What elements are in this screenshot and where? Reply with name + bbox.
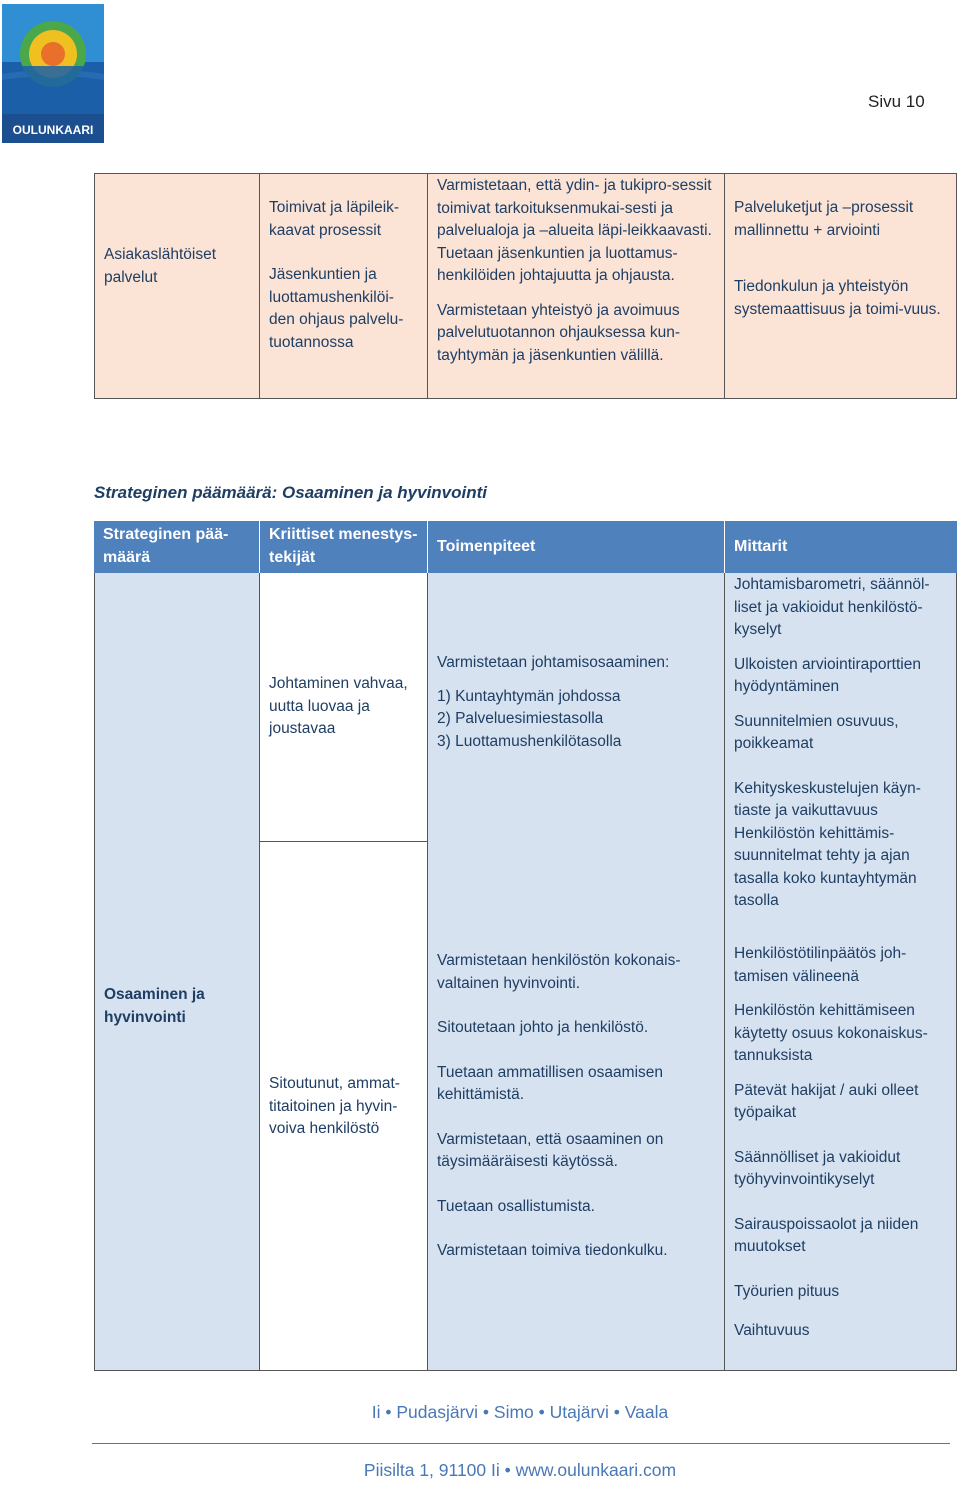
t2-metric-1-item: Johtamisbarometri, säännöl-liset ja vakioidut henkilöstö-kyselyt — [734, 576, 930, 638]
t2-action-1-item: 2) Palveluesimiestasolla — [437, 710, 604, 727]
logo-text: OULUNKAARI — [12, 123, 94, 137]
t2-factor-2: Sitoutunut, ammat-titaitoinen ja hyvin-voiva henkilöstö — [269, 1075, 400, 1137]
footer-address: Piisilta 1, 91100 Ii • www.oulunkaari.com — [363, 1460, 677, 1480]
t2-actions-1-cell — [427, 573, 724, 933]
t2-metric-1-item: Kehityskeskustelujen käyn-tiaste ja vaikuttavuus — [734, 779, 921, 819]
footer-municipalities: Ii • Pudasjärvi • Simo • Utajärvi • Vaala — [371, 1402, 669, 1422]
t1-goal-cell — [94, 173, 259, 399]
t2-factor-1-cell — [259, 573, 427, 841]
t2-action-2-item: Sitoutetaan johto ja henkilöstö. — [437, 1019, 649, 1036]
t1-goal: Asiakaslähtöiset palvelut — [104, 246, 217, 286]
t1-factor-2: Jäsenkuntien ja luottamushenkilöi-den ohjaus palvelu-tuotannossa — [269, 266, 404, 351]
t2-action-2-item: Tuetaan osallistumista. — [437, 1197, 595, 1215]
t2-metric-1-item: Henkilöstön kehittämis-suunnitelmat tehty ja ajan tasalla koko kuntayhtymän tasolla — [734, 824, 917, 909]
t2-action-2-item: Varmistetaan henkilöstön kokonais-valtainen hyvinvointi. — [437, 952, 681, 992]
oulunkaari-logo — [2, 4, 104, 143]
t1-factor-1: Toimivat ja läpileik-kaavat prosessit — [269, 199, 400, 239]
t2-header-factors: Kriittiset menestys-tekijät — [259, 521, 427, 573]
t2-factor-1: Johtaminen vahvaa, uutta luovaa ja joustavaa — [269, 675, 408, 737]
t1-metric-2: Tiedonkulun ja yhteistyön systemaattisuus ja toimi-vuus. — [734, 278, 941, 318]
t2-action-2-item: Tuetaan ammatillisen osaamisen kehittämistä. — [437, 1063, 664, 1103]
t1-action-2: Tuetaan jäsenkuntien ja luottamus-henkilöiden johtajuutta ja ohjausta. — [437, 244, 678, 284]
t2-metrics-1-cell — [724, 573, 957, 933]
t2-header-actions: Toimenpiteet — [427, 521, 724, 573]
t2-metric-2-item: Säännölliset ja vakioidut työhyvinvointikyselyt — [734, 1148, 901, 1188]
t2-factor-2-cell — [259, 841, 427, 1371]
t2-action-2-item: Varmistetaan, että osaaminen on täysimääräisesti käytössä. — [437, 1130, 664, 1170]
t2-metric-2-item: Työurien pituus — [734, 1282, 840, 1300]
page-number: Sivu 10 — [868, 92, 925, 111]
t2-action-1-item: 3) Luottamushenkilötasolla — [437, 732, 622, 750]
t2-actions-2-cell — [427, 933, 724, 1371]
t2-goal: Osaaminen ja hyvinvointi — [104, 986, 205, 1026]
t1-metric-1: Palveluketjut ja –prosessit mallinnettu + arviointi — [734, 199, 914, 239]
t2-metric-1-item: Suunnitelmien osuvuus, poikkeamat — [734, 712, 899, 752]
t2-metrics-2-cell — [724, 933, 957, 1371]
t2-header-metrics: Mittarit — [724, 521, 957, 573]
t2-goal-cell — [94, 573, 259, 1371]
t2-action-1-list — [437, 686, 715, 754]
t1-action-1: Varmistetaan, että ydin- ja tukipro-sessit toimivat tarkoituksenmukai-sesti ja palvelualoja ja –alueita läpi-leikkaavasti. — [437, 177, 712, 239]
t2-action-1-intro: Varmistetaan johtamisosaaminen: — [437, 654, 670, 671]
t2-metric-2-item: Henkilöstön kehittämiseen käytetty osuus kokonaiskus-tannuksista — [734, 1002, 928, 1064]
t2-metric-2-item: Henkilöstötilinpäätös joh-tamisen välineenä — [734, 945, 907, 985]
t2-metric-2-item: Sairauspoissaolot ja niiden muutokset — [734, 1215, 919, 1255]
t1-actions-cell — [427, 173, 724, 399]
t1-factors-cell — [259, 173, 427, 399]
t2-header-goal: Strateginen pää-määrä — [94, 521, 259, 573]
t2-action-2-item: Varmistetaan toimiva tiedonkulku. — [437, 1242, 668, 1259]
t1-action-3: Varmistetaan yhteistyö ja avoimuus palvelutuotannon ohjauksessa kun-tayhtymän ja jäsenkuntien välillä. — [437, 301, 681, 364]
section-heading: Strateginen päämäärä: Osaaminen ja hyvinvointi — [94, 483, 488, 502]
t1-metrics-cell — [724, 173, 957, 399]
t2-metric-2-item: Pätevät hakijat / auki olleet työpaikat — [734, 1081, 919, 1121]
t2-metric-2-item: Vaihtuvuus — [734, 1322, 810, 1339]
t2-action-1-item: 1) Kuntayhtymän johdossa — [437, 687, 621, 705]
t2-metric-1-item: Ulkoisten arviointiraporttien hyödyntäminen — [734, 655, 921, 695]
footer-divider — [92, 1443, 950, 1444]
